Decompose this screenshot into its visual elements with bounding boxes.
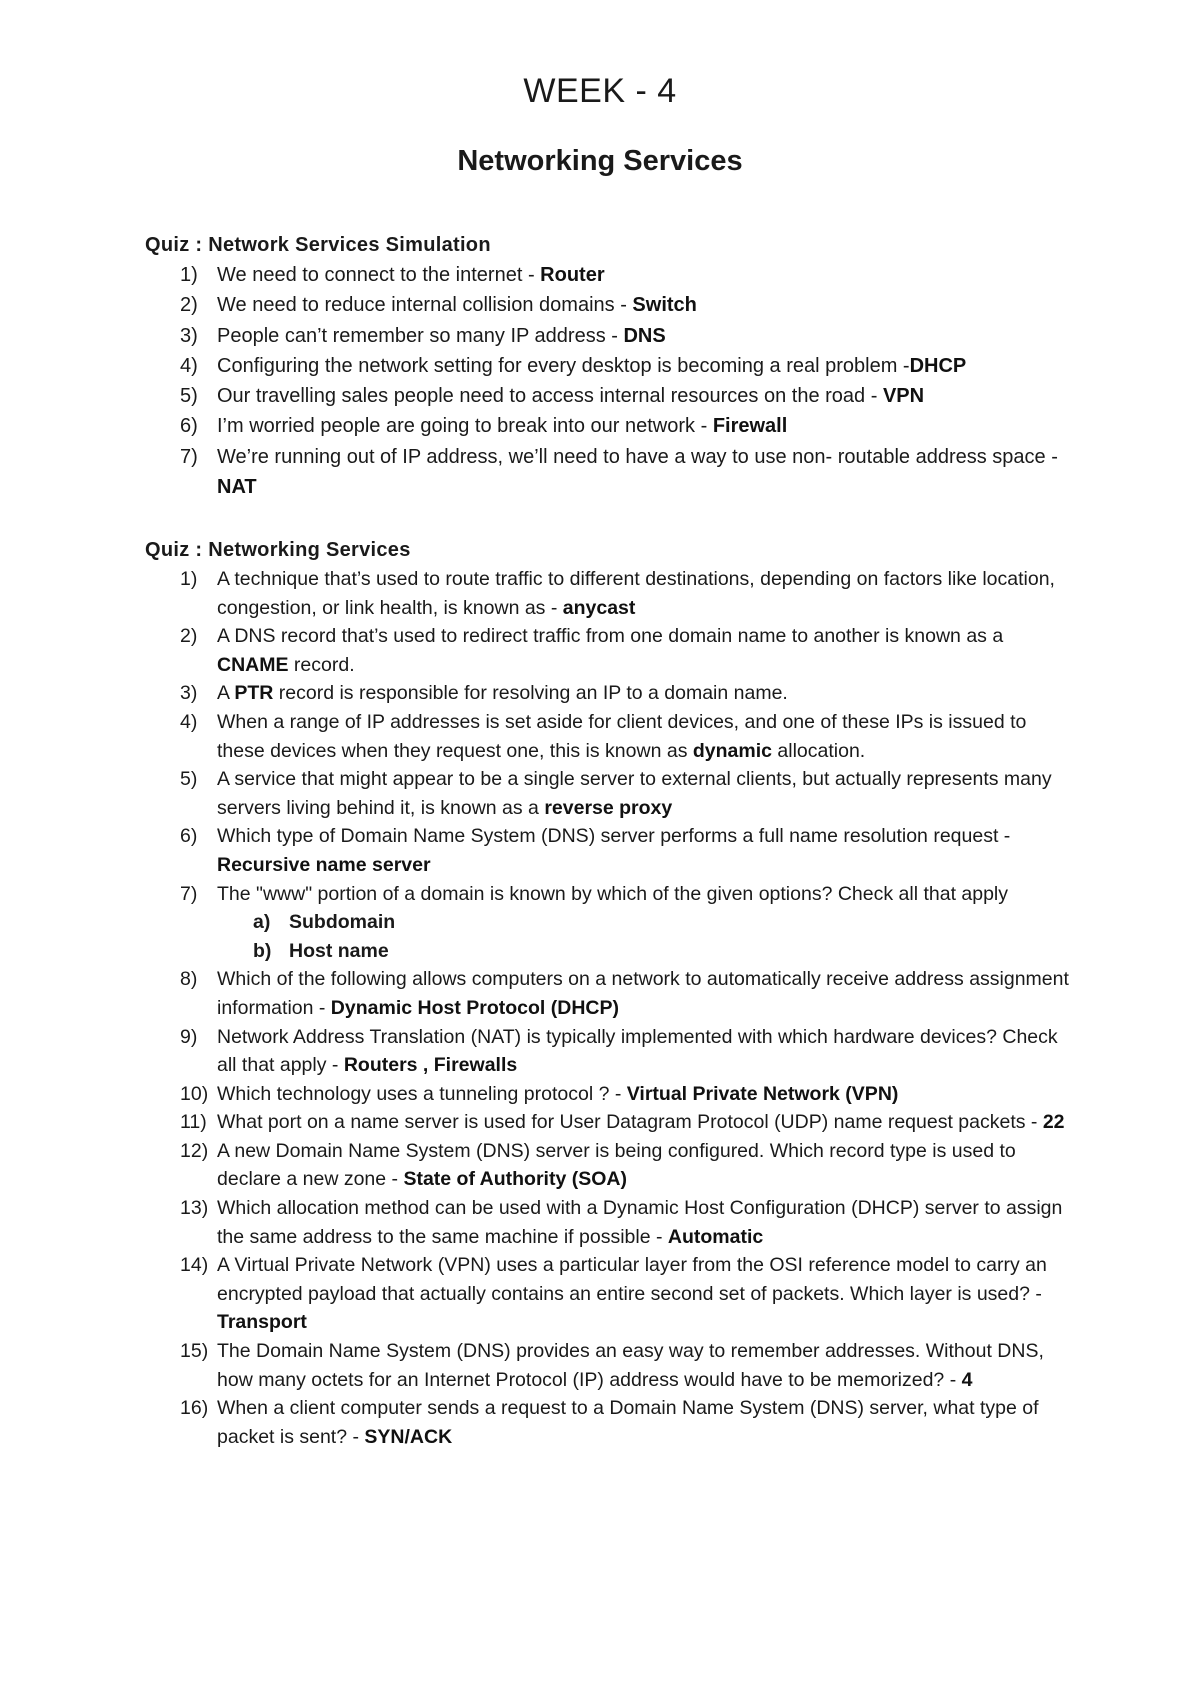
item-answer: 4 — [961, 1368, 973, 1391]
item-question — [217, 1026, 1058, 1077]
list-item — [145, 321, 1075, 351]
item-text-tail: record is responsible for resolving an IP to a domain name. — [273, 682, 788, 705]
item-text: The "www" portion of a domain is known by which of the given options? Check all that apply — [217, 882, 1009, 905]
item-answer: Virtual Private Network (VPN) — [626, 1082, 899, 1105]
item-answer: Transport — [217, 1311, 307, 1334]
item-answer: Firewall — [712, 415, 788, 438]
list-item — [145, 679, 1075, 708]
item-question: I’m worried people are going to break into our network - — [217, 415, 713, 438]
item-answer: SYN/ACK — [364, 1425, 453, 1448]
item-answer: CNAME — [217, 653, 289, 676]
list-item — [145, 765, 1075, 822]
item-question: People can’t remember so many IP address - — [217, 324, 624, 347]
item-question — [217, 883, 1008, 905]
quiz-networking-services — [145, 535, 1075, 1451]
sub-item-marker: b) — [253, 939, 272, 962]
item-question — [217, 1397, 1039, 1448]
item-question — [217, 968, 1069, 1019]
section-heading: Quiz : Network Services Simulation — [145, 234, 491, 256]
list-item — [145, 622, 1075, 679]
page-title: WEEK - 4 — [523, 72, 677, 110]
item-number: 10) — [180, 1082, 209, 1105]
item-answer: Dynamic Host Protocol (DHCP) — [330, 996, 619, 1019]
list-item — [145, 708, 1075, 765]
item-answer: VPN — [882, 385, 925, 408]
item-text: A Virtual Private Network (VPN) uses a particular layer from the OSI reference model to carry an encrypted payload that actually contains an entire second set of packets. Which layer is used? - — [217, 1254, 1047, 1305]
item-number: 1) — [180, 264, 198, 286]
item-answer: PTR — [234, 682, 274, 705]
item-number: 7) — [180, 882, 198, 905]
item-text: The Domain Name System (DNS) provides an easy way to remember addresses. Without DNS, how many octets for an Internet Protocol (IP) address would have to be memorized? - — [217, 1340, 1044, 1391]
question-list — [145, 260, 1075, 502]
item-number: 13) — [180, 1197, 209, 1220]
page-subtitle: Networking Services — [457, 145, 743, 177]
item-answer: DHCP — [909, 354, 967, 377]
item-number: 5) — [180, 385, 198, 408]
item-text-tail: record. — [288, 653, 355, 676]
item-text: A service that might appear to be a single server to external clients, but actually represents many servers living behind it, is known as a — [217, 768, 1052, 819]
list-item — [145, 565, 1075, 622]
item-question: We’re running out of IP address, we’ll need to have a way to use non- routable address space - — [217, 445, 1058, 468]
list-item — [145, 1080, 1075, 1109]
item-number: 1) — [180, 568, 198, 590]
list-item — [145, 1108, 1075, 1137]
item-number: 2) — [180, 294, 198, 317]
item-question — [217, 825, 1010, 876]
list-item — [145, 351, 1075, 381]
item-question — [217, 1197, 1062, 1248]
item-answer: reverse proxy — [544, 796, 673, 819]
item-number: 11) — [180, 1111, 207, 1134]
item-question — [217, 682, 788, 704]
item-question — [217, 568, 1055, 619]
item-question — [217, 1140, 1016, 1191]
item-answer: 22 — [1042, 1111, 1065, 1134]
item-answer: Automatic — [667, 1225, 764, 1248]
list-item — [145, 290, 1075, 320]
sub-answer-item — [145, 937, 1075, 966]
sub-answer-list — [217, 908, 1075, 965]
list-item — [145, 1251, 1075, 1337]
item-text: Which type of Domain Name System (DNS) server performs a full name resolution request - — [217, 825, 1011, 848]
item-question — [217, 1111, 1065, 1133]
item-number: 6) — [180, 415, 198, 438]
sub-item-marker: a) — [253, 911, 271, 934]
item-number: 15) — [180, 1340, 209, 1363]
item-number: 16) — [180, 1397, 209, 1420]
item-text: When a client computer sends a request to a Domain Name System (DNS) server, what type of packet is sent? - — [217, 1397, 1039, 1448]
item-question — [217, 711, 1026, 762]
item-question — [217, 625, 1003, 676]
list-item — [145, 1337, 1075, 1394]
list-item — [145, 411, 1075, 441]
item-text: What port on a name server is used for User Datagram Protocol (UDP) name request packets - — [217, 1111, 1043, 1134]
item-number: 6) — [180, 825, 198, 848]
list-item — [145, 1394, 1075, 1451]
item-answer: Switch — [632, 294, 697, 317]
item-question — [217, 1254, 1047, 1333]
item-text: Which allocation method can be used with a Dynamic Host Configuration (DHCP) server to assign the same address to the same machine if possible - — [217, 1197, 1063, 1248]
item-text: Which of the following allows computers on a network to automatically receive address assignment information - — [217, 968, 1069, 1019]
list-item — [145, 822, 1075, 879]
sub-answer-item — [145, 908, 1075, 937]
item-question — [217, 1340, 1044, 1391]
item-number: 3) — [180, 682, 198, 705]
quiz-network-services-simulation — [145, 230, 1075, 502]
section-heading: Quiz : Networking Services — [145, 539, 411, 561]
list-item — [145, 965, 1075, 1022]
list-item — [145, 442, 1075, 503]
item-number: 8) — [180, 968, 198, 991]
item-answer: Routers , Firewalls — [343, 1054, 518, 1077]
item-question — [217, 1083, 898, 1105]
item-number: 12) — [180, 1139, 209, 1162]
item-question — [217, 768, 1052, 819]
item-text-tail: allocation. — [771, 739, 866, 762]
item-number: 9) — [180, 1025, 198, 1048]
list-item — [145, 1023, 1075, 1080]
list-item — [145, 381, 1075, 411]
item-text: A DNS record that’s used to redirect traffic from one domain name to another is known as a — [217, 625, 1004, 648]
sub-item-text: Subdomain — [289, 911, 396, 934]
item-number: 4) — [180, 710, 198, 733]
sub-item-text: Host name — [289, 939, 389, 962]
item-question: We need to reduce internal collision domains - — [217, 294, 633, 317]
item-answer: anycast — [562, 596, 636, 619]
item-text: Which technology uses a tunneling protocol ? - — [217, 1082, 627, 1105]
item-text: A technique that’s used to route traffic to different destinations, depending on factors like location, congestion, or link health, is known as - — [217, 568, 1055, 619]
item-answer: NAT — [217, 476, 257, 499]
list-item — [145, 260, 1075, 290]
item-answer: Recursive name server — [217, 853, 431, 876]
list-item — [145, 1194, 1075, 1251]
item-answer: DNS — [623, 324, 666, 347]
item-answer: State of Authority (SOA) — [403, 1168, 627, 1191]
item-number: 2) — [180, 625, 198, 648]
item-number: 4) — [180, 354, 198, 377]
item-question: We need to connect to the internet - — [217, 264, 541, 286]
item-answer: dynamic — [692, 739, 772, 762]
item-text: A new Domain Name System (DNS) server is being configured. Which record type is used to declare a new zone - — [217, 1139, 1016, 1191]
item-text: When a range of IP addresses is set aside for client devices, and one of these IPs is issued to these devices when they request one, this is known as — [217, 710, 1027, 762]
item-question: Configuring the network setting for every desktop is becoming a real problem - — [217, 354, 910, 377]
item-number: 5) — [180, 768, 198, 791]
question-list — [145, 565, 1075, 1451]
item-number: 14) — [180, 1254, 209, 1277]
item-question: Our travelling sales people need to access internal resources on the road - — [217, 385, 883, 408]
list-item — [145, 1137, 1075, 1194]
item-number: 7) — [180, 445, 198, 468]
item-answer: Router — [540, 264, 605, 286]
item-text: Network Address Translation (NAT) is typically implemented with which hardware devices? Check all that apply - — [217, 1025, 1058, 1077]
item-text: A — [217, 682, 235, 705]
list-item — [145, 880, 1075, 966]
item-number: 3) — [180, 324, 198, 347]
